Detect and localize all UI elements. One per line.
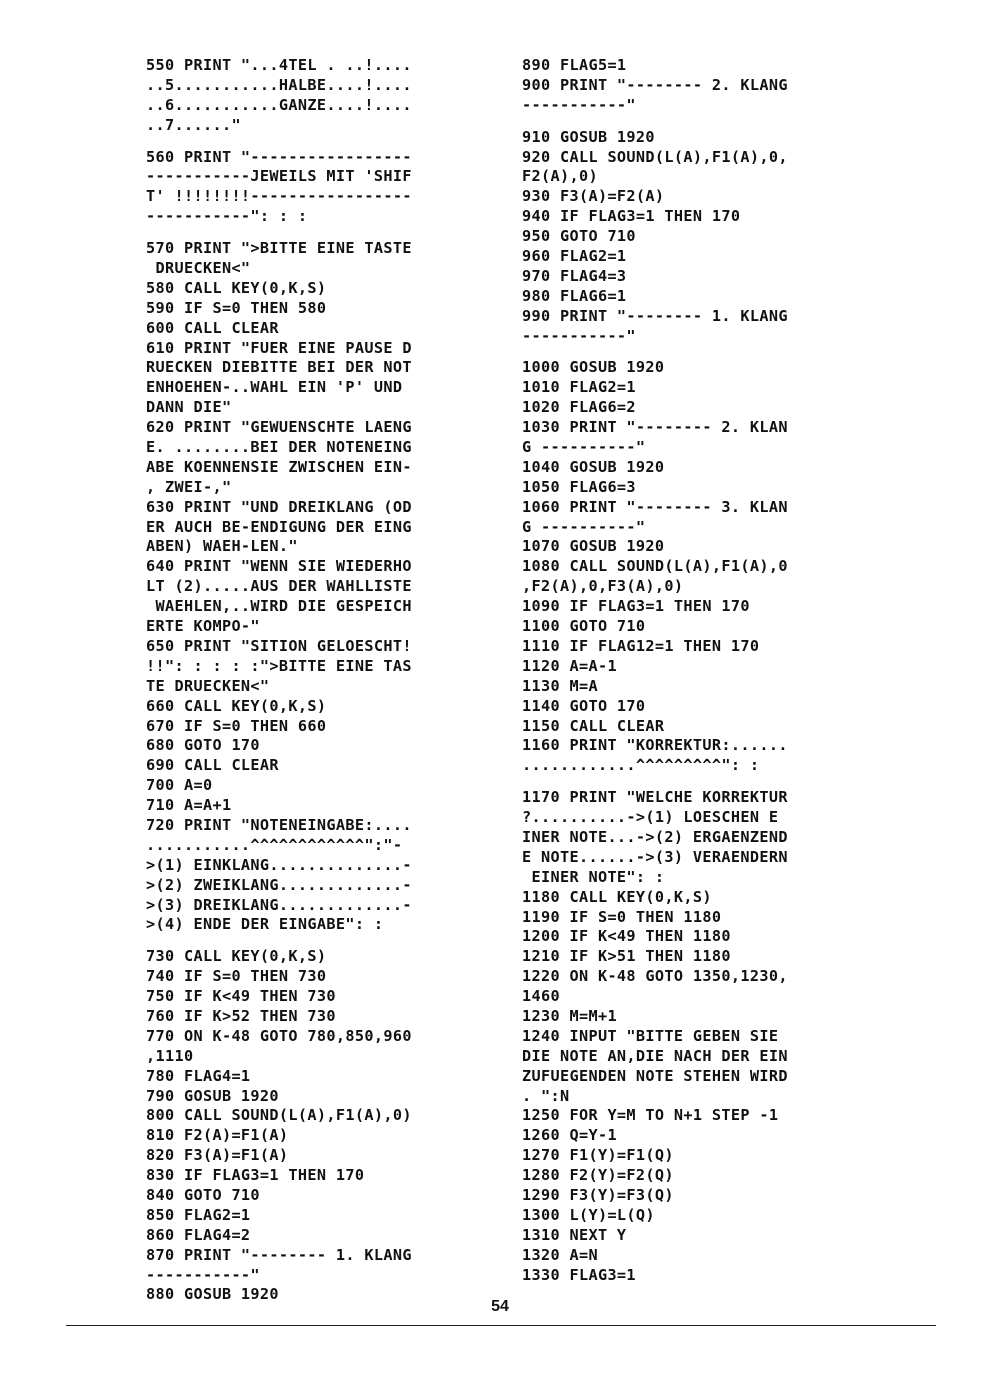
code-line: 670 IF S=0 THEN 660 <box>146 716 327 735</box>
code-line: DIE NOTE AN,DIE NACH DER EIN <box>522 1046 788 1065</box>
code-statement <box>146 418 491 498</box>
code-statement <box>146 1126 491 1146</box>
code-statement <box>522 307 867 347</box>
code-line: 710 A=A+1 <box>146 796 232 815</box>
code-statement <box>522 56 867 76</box>
code-line: 880 GOSUB 1920 <box>146 1285 279 1304</box>
code-statement <box>146 1087 491 1107</box>
code-line: EINER NOTE": : <box>522 867 665 886</box>
code-statement <box>522 1106 867 1126</box>
code-line: ..7......" <box>146 115 241 134</box>
code-statement <box>522 498 867 538</box>
code-statement <box>522 1126 867 1146</box>
code-line: ABE KOENNENSIE ZWISCHEN EIN- <box>146 457 412 476</box>
code-line: 910 GOSUB 1920 <box>522 127 655 146</box>
code-line: 760 IF K>52 THEN 730 <box>146 1006 336 1025</box>
code-statement <box>146 697 491 717</box>
code-line: 940 IF FLAG3=1 THEN 170 <box>522 207 741 226</box>
code-statement <box>522 458 867 478</box>
code-line: 890 FLAG5=1 <box>522 56 627 74</box>
code-statement <box>522 247 867 267</box>
code-line: -----------" <box>146 1265 260 1284</box>
code-statement <box>146 967 491 987</box>
code-line: ...........^^^^^^^^^^^^":"- <box>146 835 403 854</box>
code-line: 1180 CALL KEY(0,K,S) <box>522 887 712 906</box>
code-line: 1030 PRINT "-------- 2. KLAN <box>522 418 788 437</box>
code-statement <box>146 776 491 796</box>
code-statement <box>146 756 491 776</box>
code-line: 1000 GOSUB 1920 <box>522 358 665 377</box>
code-line: >(3) DREIKLANG.............- <box>146 895 412 914</box>
code-line: 1150 CALL CLEAR <box>522 716 665 735</box>
code-statement <box>522 207 867 227</box>
code-line: 960 FLAG2=1 <box>522 247 627 266</box>
code-line: >(4) ENDE DER EINGABE": : <box>146 915 384 934</box>
code-statement <box>146 1067 491 1087</box>
code-statement <box>522 908 867 928</box>
code-statement <box>146 339 491 419</box>
footer-rule <box>66 1325 936 1326</box>
code-column-right <box>522 56 867 1285</box>
code-statement <box>146 319 491 339</box>
code-statement <box>522 888 867 908</box>
code-line: 1210 IF K>51 THEN 1180 <box>522 947 731 966</box>
code-line: 1330 FLAG3=1 <box>522 1265 636 1284</box>
code-line: RUECKEN DIEBITTE BEI DER NOT <box>146 358 412 377</box>
code-statement <box>522 1166 867 1186</box>
code-line: 1460 <box>522 987 560 1006</box>
code-statement <box>522 717 867 737</box>
code-statement <box>146 1106 491 1126</box>
code-line: ..6...........GANZE....!.... <box>146 95 412 114</box>
code-line: 560 PRINT "----------------- <box>146 147 412 166</box>
code-line: ZUFUEGENDEN NOTE STEHEN WIRD <box>522 1066 788 1085</box>
code-statement <box>146 239 491 279</box>
code-statement <box>522 697 867 717</box>
code-statement <box>522 557 867 597</box>
code-line: -----------" <box>522 95 636 114</box>
code-line: 620 PRINT "GEWUENSCHTE LAENG <box>146 418 412 437</box>
code-line: F2(A),0) <box>522 167 598 186</box>
code-statement <box>146 299 491 319</box>
code-line: 1100 GOTO 710 <box>522 617 646 636</box>
code-statement <box>522 378 867 398</box>
code-statement <box>146 1246 491 1286</box>
code-statement <box>146 796 491 816</box>
code-line: 1310 NEXT Y <box>522 1225 627 1244</box>
code-line: 990 PRINT "-------- 1. KLANG <box>522 306 788 325</box>
code-statement <box>522 597 867 617</box>
code-line: ,1110 <box>146 1046 194 1065</box>
code-statement <box>522 398 867 418</box>
code-statement <box>522 478 867 498</box>
code-line: 570 PRINT ">BITTE EINE TASTE <box>146 239 412 258</box>
code-line: 970 FLAG4=3 <box>522 266 627 285</box>
code-line: 550 PRINT "...4TEL . ..!.... <box>146 56 412 74</box>
code-line: 1200 IF K<49 THEN 1180 <box>522 927 731 946</box>
code-line: 870 PRINT "-------- 1. KLANG <box>146 1245 412 1264</box>
code-line: 1020 FLAG6=2 <box>522 398 636 417</box>
code-statement <box>522 1146 867 1166</box>
statement-gap <box>146 935 491 947</box>
code-statement <box>522 617 867 637</box>
code-line: 1140 GOTO 170 <box>522 696 646 715</box>
code-line: 1250 FOR Y=M TO N+1 STEP -1 <box>522 1106 779 1125</box>
code-line: 1230 M=M+1 <box>522 1006 617 1025</box>
code-line: 1040 GOSUB 1920 <box>522 457 665 476</box>
code-statement <box>522 418 867 458</box>
code-statement <box>146 1007 491 1027</box>
code-statement <box>146 557 491 637</box>
code-line: 950 GOTO 710 <box>522 227 636 246</box>
code-line: 590 IF S=0 THEN 580 <box>146 298 327 317</box>
code-line: 1130 M=A <box>522 676 598 695</box>
code-line: 1280 F2(Y)=F2(Q) <box>522 1166 674 1185</box>
code-statement <box>146 947 491 967</box>
code-statement <box>522 227 867 247</box>
code-line: LT (2).....AUS DER WAHLLISTE <box>146 577 412 596</box>
code-line: 1290 F3(Y)=F3(Q) <box>522 1185 674 1204</box>
code-line: 900 PRINT "-------- 2. KLANG <box>522 75 788 94</box>
code-line: 1170 PRINT "WELCHE KORREKTUR <box>522 788 788 807</box>
code-line: 680 GOTO 170 <box>146 736 260 755</box>
code-column-left <box>146 56 491 1305</box>
code-line: ER AUCH BE-ENDIGUNG DER EING <box>146 517 412 536</box>
code-line: ............^^^^^^^^^": : <box>522 756 760 775</box>
code-line: 630 PRINT "UND DREIKLANG (OD <box>146 497 412 516</box>
code-statement <box>522 677 867 697</box>
code-line: 930 F3(A)=F2(A) <box>522 187 665 206</box>
code-line: !!": : : : :">BITTE EINE TAS <box>146 656 412 675</box>
statement-gap <box>146 136 491 148</box>
code-line: -----------" <box>522 326 636 345</box>
code-line: 790 GOSUB 1920 <box>146 1086 279 1105</box>
code-statement <box>522 1186 867 1206</box>
code-line: -----------JEWEILS MIT 'SHIF <box>146 167 412 186</box>
code-statement <box>522 947 867 967</box>
code-line: >(1) EINKLANG..............- <box>146 855 412 874</box>
code-line: 660 CALL KEY(0,K,S) <box>146 696 327 715</box>
code-statement <box>146 987 491 1007</box>
code-line: 640 PRINT "WENN SIE WIEDERHO <box>146 557 412 576</box>
code-line: 1270 F1(Y)=F1(Q) <box>522 1146 674 1165</box>
code-statement <box>522 358 867 378</box>
code-statement <box>522 1246 867 1266</box>
code-statement <box>146 736 491 756</box>
code-line: 1010 FLAG2=1 <box>522 378 636 397</box>
code-statement <box>522 927 867 947</box>
code-line: E NOTE......->(3) VERAENDERN <box>522 847 788 866</box>
code-statement <box>522 187 867 207</box>
code-line: 780 FLAG4=1 <box>146 1066 251 1085</box>
code-statement <box>522 637 867 657</box>
code-statement <box>522 1027 867 1107</box>
code-line: 610 PRINT "FUER EINE PAUSE D <box>146 338 412 357</box>
code-line: 690 CALL CLEAR <box>146 756 279 775</box>
code-statement <box>522 967 867 1007</box>
code-statement <box>146 1226 491 1246</box>
code-statement <box>522 267 867 287</box>
code-line: 850 FLAG2=1 <box>146 1205 251 1224</box>
code-line: ?..........->(1) LOESCHEN E <box>522 808 779 827</box>
code-statement <box>146 56 491 136</box>
code-line: 920 CALL SOUND(L(A),F1(A),0, <box>522 147 788 166</box>
page-number: 54 <box>491 1298 509 1315</box>
code-line: . ":N <box>522 1086 570 1105</box>
code-statement <box>146 1027 491 1067</box>
code-line: 740 IF S=0 THEN 730 <box>146 967 327 986</box>
code-line: ERTE KOMPO-" <box>146 617 260 636</box>
code-line: 700 A=0 <box>146 776 213 795</box>
code-line: 770 ON K-48 GOTO 780,850,960 <box>146 1026 412 1045</box>
code-line: 750 IF K<49 THEN 730 <box>146 987 336 1006</box>
code-line: 1320 A=N <box>522 1245 598 1264</box>
statement-gap <box>522 776 867 788</box>
statement-gap <box>522 116 867 128</box>
code-statement <box>146 279 491 299</box>
code-statement <box>146 637 491 697</box>
statement-gap <box>146 227 491 239</box>
code-line: 720 PRINT "NOTENEINGABE:.... <box>146 815 412 834</box>
code-line: TE DRUECKEN<" <box>146 676 270 695</box>
code-line: 1220 ON K-48 GOTO 1350,1230, <box>522 967 788 986</box>
code-line: 830 IF FLAG3=1 THEN 170 <box>146 1166 365 1185</box>
code-statement <box>146 1166 491 1186</box>
code-statement <box>522 76 867 116</box>
code-line: , ZWEI-," <box>146 477 232 496</box>
code-line: 1190 IF S=0 THEN 1180 <box>522 907 722 926</box>
code-line: ABEN) WAEH-LEN." <box>146 537 298 556</box>
code-line: 1090 IF FLAG3=1 THEN 170 <box>522 597 750 616</box>
code-line: 1070 GOSUB 1920 <box>522 537 665 556</box>
code-line: 730 CALL KEY(0,K,S) <box>146 947 327 966</box>
code-statement <box>522 1007 867 1027</box>
code-statement <box>522 657 867 677</box>
code-statement <box>522 1226 867 1246</box>
code-line: INER NOTE...->(2) ERGAENZEND <box>522 827 788 846</box>
code-line: ENHOEHEN-..WAHL EIN 'P' UND <box>146 378 403 397</box>
code-statement <box>146 816 491 935</box>
code-statement <box>522 788 867 887</box>
code-line: 1160 PRINT "KORREKTUR:...... <box>522 736 788 755</box>
code-statement <box>522 1206 867 1226</box>
code-statement <box>146 717 491 737</box>
code-statement <box>146 1206 491 1226</box>
code-statement <box>522 128 867 148</box>
code-line: 820 F3(A)=F1(A) <box>146 1146 289 1165</box>
code-line: ,F2(A),0,F3(A),0) <box>522 577 684 596</box>
code-line: E. ........BEI DER NOTENEING <box>146 438 412 457</box>
code-line: 1260 Q=Y-1 <box>522 1126 617 1145</box>
code-line: 860 FLAG4=2 <box>146 1225 251 1244</box>
code-line: 1050 FLAG6=3 <box>522 477 636 496</box>
code-line: 1110 IF FLAG12=1 THEN 170 <box>522 636 760 655</box>
code-line: 1080 CALL SOUND(L(A),F1(A),0 <box>522 557 788 576</box>
code-line: >(2) ZWEIKLANG.............- <box>146 875 412 894</box>
code-statement <box>522 287 867 307</box>
code-line: -----------": : : <box>146 207 308 226</box>
code-line: 1120 A=A-1 <box>522 656 617 675</box>
code-statement <box>146 1186 491 1206</box>
statement-gap <box>522 346 867 358</box>
code-line: G ----------" <box>522 438 646 457</box>
code-line: ..5...........HALBE....!.... <box>146 75 412 94</box>
code-line: 1240 INPUT "BITTE GEBEN SIE <box>522 1026 779 1045</box>
code-line: DRUECKEN<" <box>146 259 251 278</box>
code-statement <box>146 1146 491 1166</box>
code-statement <box>522 736 867 776</box>
code-statement <box>522 148 867 188</box>
code-line: WAEHLEN,..WIRD DIE GESPEICH <box>146 597 412 616</box>
code-statement <box>146 148 491 228</box>
code-line: G ----------" <box>522 517 646 536</box>
code-line: 580 CALL KEY(0,K,S) <box>146 278 327 297</box>
code-line: T' !!!!!!!!----------------- <box>146 187 412 206</box>
code-line: 980 FLAG6=1 <box>522 286 627 305</box>
code-statement <box>522 1266 867 1286</box>
code-line: 650 PRINT "SITION GELOESCHT! <box>146 636 412 655</box>
code-statement <box>146 498 491 558</box>
code-line: 1300 L(Y)=L(Q) <box>522 1205 655 1224</box>
code-statement <box>522 537 867 557</box>
code-line: 600 CALL CLEAR <box>146 318 279 337</box>
code-line: 840 GOTO 710 <box>146 1185 260 1204</box>
code-line: 810 F2(A)=F1(A) <box>146 1126 289 1145</box>
code-line: DANN DIE" <box>146 398 232 417</box>
code-line: 800 CALL SOUND(L(A),F1(A),0) <box>146 1106 412 1125</box>
code-line: 1060 PRINT "-------- 3. KLAN <box>522 497 788 516</box>
